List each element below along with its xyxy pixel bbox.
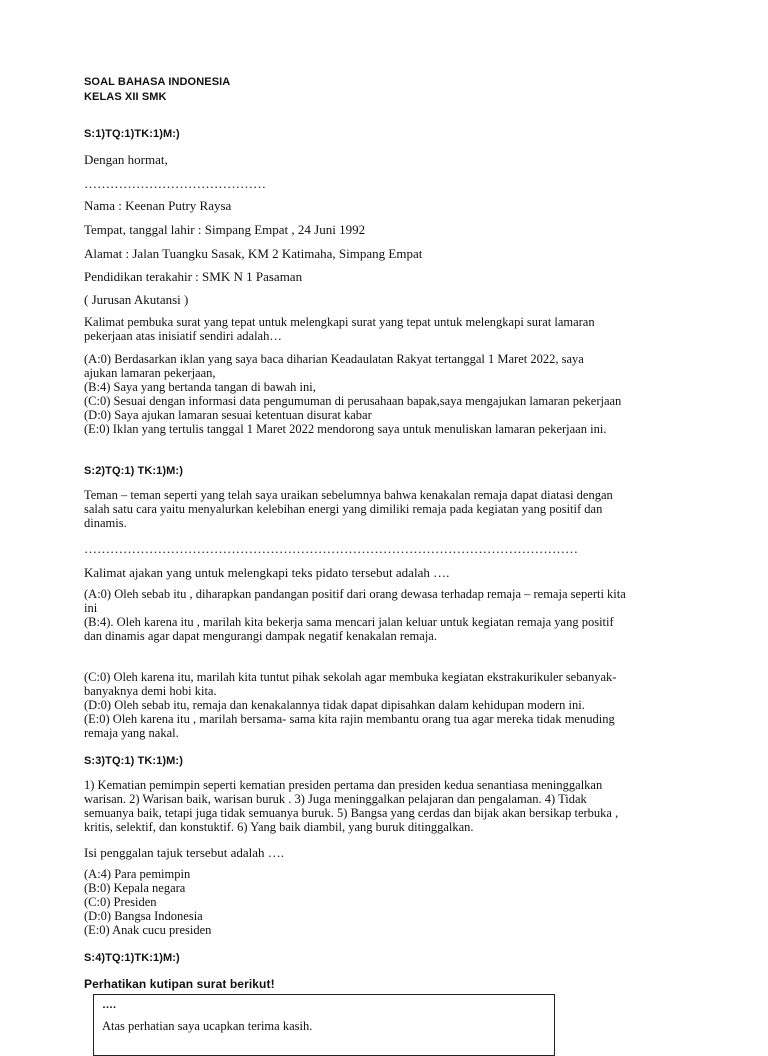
option-e: (E:0) Anak cucu presiden [84,923,212,937]
letter-greeting: Dengan hormat, [84,152,168,167]
letter-field-nama: Nama : Keenan Putry Raysa [84,198,232,213]
answer-options [84,352,704,436]
option-b: (B:4). Oleh karena itu , marilah kita bekerja sama mencari jalan keluar untuk kegiatan remaja yang positif [84,615,614,629]
option-a: (A:4) Para pemimpin [84,867,191,881]
blank-dots: …………………………………………………………………………………………………… [84,541,578,556]
option-c: (C:0) Sesuai dengan informasi data pengumuman di perusahaan bapak,saya mengajukan lamaran pekerjaan [84,394,622,408]
passage-line: salah satu cara yaitu menyalurkan kelebihan energi yang dimiliki remaja pada kegiatan yang positif dan [84,502,603,516]
option-d: (D:0) Bangsa Indonesia [84,909,203,923]
option-a: (A:0) Oleh sebab itu , diharapkan pandangan positif dari orang dewasa terhadap remaja – remaja seperti kita [84,587,626,601]
letter-excerpt-box [93,994,555,1056]
option-a: (A:0) Berdasarkan iklan yang saya baca diharian Keadaulatan Rakyat tertanggal 1 Maret 2022, saya [84,352,584,366]
option-c-cont: banyaknya demi hobi kita. [84,684,217,698]
document-title: SOAL BAHASA INDONESIA [84,76,231,88]
document-subtitle: KELAS XII SMK [84,91,167,103]
letter-field-pendidikan: Pendidikan terakahir : SMK N 1 Pasaman [84,269,303,284]
question-instruction: Perhatikan kutipan surat berikut! [84,977,275,991]
answer-options [84,670,704,740]
option-a-cont: ini [84,601,98,615]
answer-options [84,867,704,937]
option-d: (D:0) Saya ajukan lamaran sesuai ketentuan disurat kabar [84,408,372,422]
question-text: Isi penggalan tajuk tersebut adalah …. [84,845,284,860]
option-b: (B:0) Kepala negara [84,881,186,895]
option-b-cont: dan dinamis agar dapat mengurangi dampak negatif kenakalan remaja. [84,629,437,643]
question-line: pekerjaan atas inisiatif sendiri adalah… [84,329,282,343]
question-text: Kalimat ajakan yang untuk melengkapi teks pidato tersebut adalah …. [84,565,450,580]
excerpt-dots: …. [102,999,117,1011]
blank-dots: …………………………………… [84,176,266,191]
option-c: (C:0) Presiden [84,895,157,909]
option-e: (E:0) Oleh karena itu , marilah bersama- sama kita rajin membantu orang tua agar mereka tidak menuding [84,712,615,726]
passage-line: warisan. 2) Warisan baik, warisan buruk . 3) Juga meninggalkan pelajaran dan pengalaman. 4) Tidak [84,792,587,806]
question-text [84,315,704,343]
question-passage [84,488,704,530]
question-code: S:4)TQ:1)TK:1)M:) [84,952,180,964]
excerpt-line: Atas perhatian saya ucapkan terima kasih. [102,1019,313,1033]
passage-line: 1) Kematian pemimpin seperti kematian presiden pertama dan presiden kedua senantiasa meninggalkan [84,778,603,792]
letter-field-jurusan: ( Jurusan Akutansi ) [84,292,189,307]
passage-line: semuanya baik, tetapi juga tidak semuanya buruk. 5) Bangsa yang cerdas dan bijak akan bersikap terbuka , [84,806,619,820]
passage-line: dinamis. [84,516,127,530]
question-code: S:3)TQ:1) TK:1)M:) [84,755,183,767]
question-line: Kalimat pembuka surat yang tepat untuk melengkapi surat yang tepat untuk melengkapi surat lamaran [84,315,595,329]
question-code: S:2)TQ:1) TK:1)M:) [84,465,183,477]
answer-options [84,587,704,643]
option-b: (B:4) Saya yang bertanda tangan di bawah ini, [84,380,316,394]
option-c: (C:0) Oleh karena itu, marilah kita tuntut pihak sekolah agar membuka kegiatan ekstrakurikuler sebanyak- [84,670,617,684]
option-e-cont: remaja yang nakal. [84,726,179,740]
passage-line: kritis, selektif, dan konstuktif. 6) Yang baik diambil, yang buruk ditinggalkan. [84,820,474,834]
letter-field-ttl: Tempat, tanggal lahir : Simpang Empat , 24 Juni 1992 [84,222,366,237]
passage-line: Teman – teman seperti yang telah saya uraikan sebelumnya bahwa kenakalan remaja dapat diatasi dengan [84,488,613,502]
option-a-cont: ajukan lamaran pekerjaan, [84,366,216,380]
letter-field-alamat: Alamat : Jalan Tuangku Sasak, KM 2 Katimaha, Simpang Empat [84,246,423,261]
option-e: (E:0) Iklan yang tertulis tanggal 1 Maret 2022 mendorong saya untuk menuliskan lamaran pekerjaan ini. [84,422,607,436]
question-code: S:1)TQ:1)TK:1)M:) [84,128,180,140]
question-passage [84,778,704,834]
option-d: (D:0) Oleh sebab itu, remaja dan kenakalannya tidak dapat dipisahkan dalam kehidupan modern ini. [84,698,585,712]
